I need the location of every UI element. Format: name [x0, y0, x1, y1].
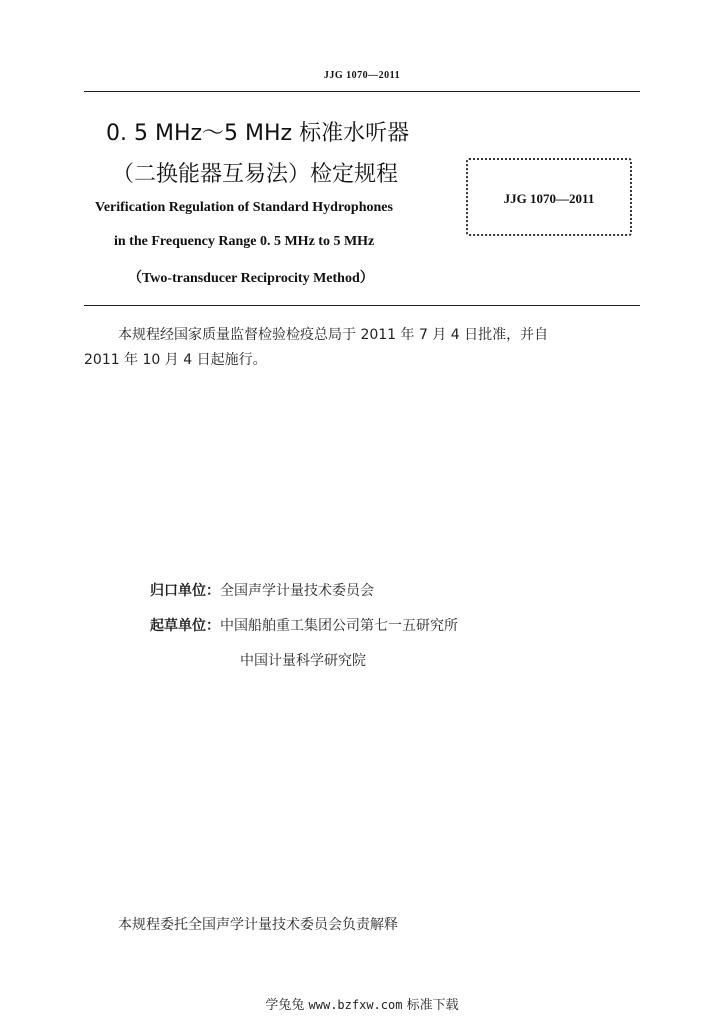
approval-line1: 本规程经国家质量监督检验检疫总局于 2011 年 7 月 4 日批准，并自	[118, 327, 549, 343]
footer-prefix: 学兔兔	[265, 998, 305, 1013]
entrust-statement: 本规程委托全国声学计量技术委员会负责解释	[118, 917, 398, 933]
standard-code-box	[466, 158, 632, 236]
standard-code: JJG 1070—2011	[503, 191, 595, 206]
title-en-line1: Verification Regulation of Standard Hydrophones	[95, 200, 393, 215]
drafting-unit-value-2: 中国计量科学研究院	[240, 653, 366, 669]
header-rule	[84, 91, 640, 92]
drafting-unit	[150, 615, 458, 635]
responsible-unit-value: 全国声学计量技术委员会	[220, 583, 374, 599]
responsible-unit-label: 归口单位：	[150, 583, 220, 599]
title-en-line3: （Two-transducer Reciprocity Method）	[128, 271, 374, 286]
drafting-unit-value-1: 中国船舶重工集团公司第七一五研究所	[220, 618, 458, 634]
responsible-unit	[150, 580, 374, 600]
footer	[0, 994, 724, 1013]
header-standard-code: JJG 1070—2011	[323, 70, 401, 81]
footer-suffix: 标准下载	[406, 998, 459, 1013]
drafting-unit-label: 起草单位：	[150, 618, 220, 634]
title-rule	[84, 305, 640, 306]
title-cn-line2: （二换能器互易法）检定规程	[112, 162, 399, 187]
footer-url[interactable]: www.bzfxw.com	[308, 998, 403, 1012]
approval-line2: 2011 年 10 月 4 日起施行。	[84, 352, 267, 368]
title-cn-line1: 0. 5 MHz～5 MHz 标准水听器	[106, 121, 410, 146]
title-en-line2: in the Frequency Range 0. 5 MHz to 5 MHz	[114, 234, 375, 249]
